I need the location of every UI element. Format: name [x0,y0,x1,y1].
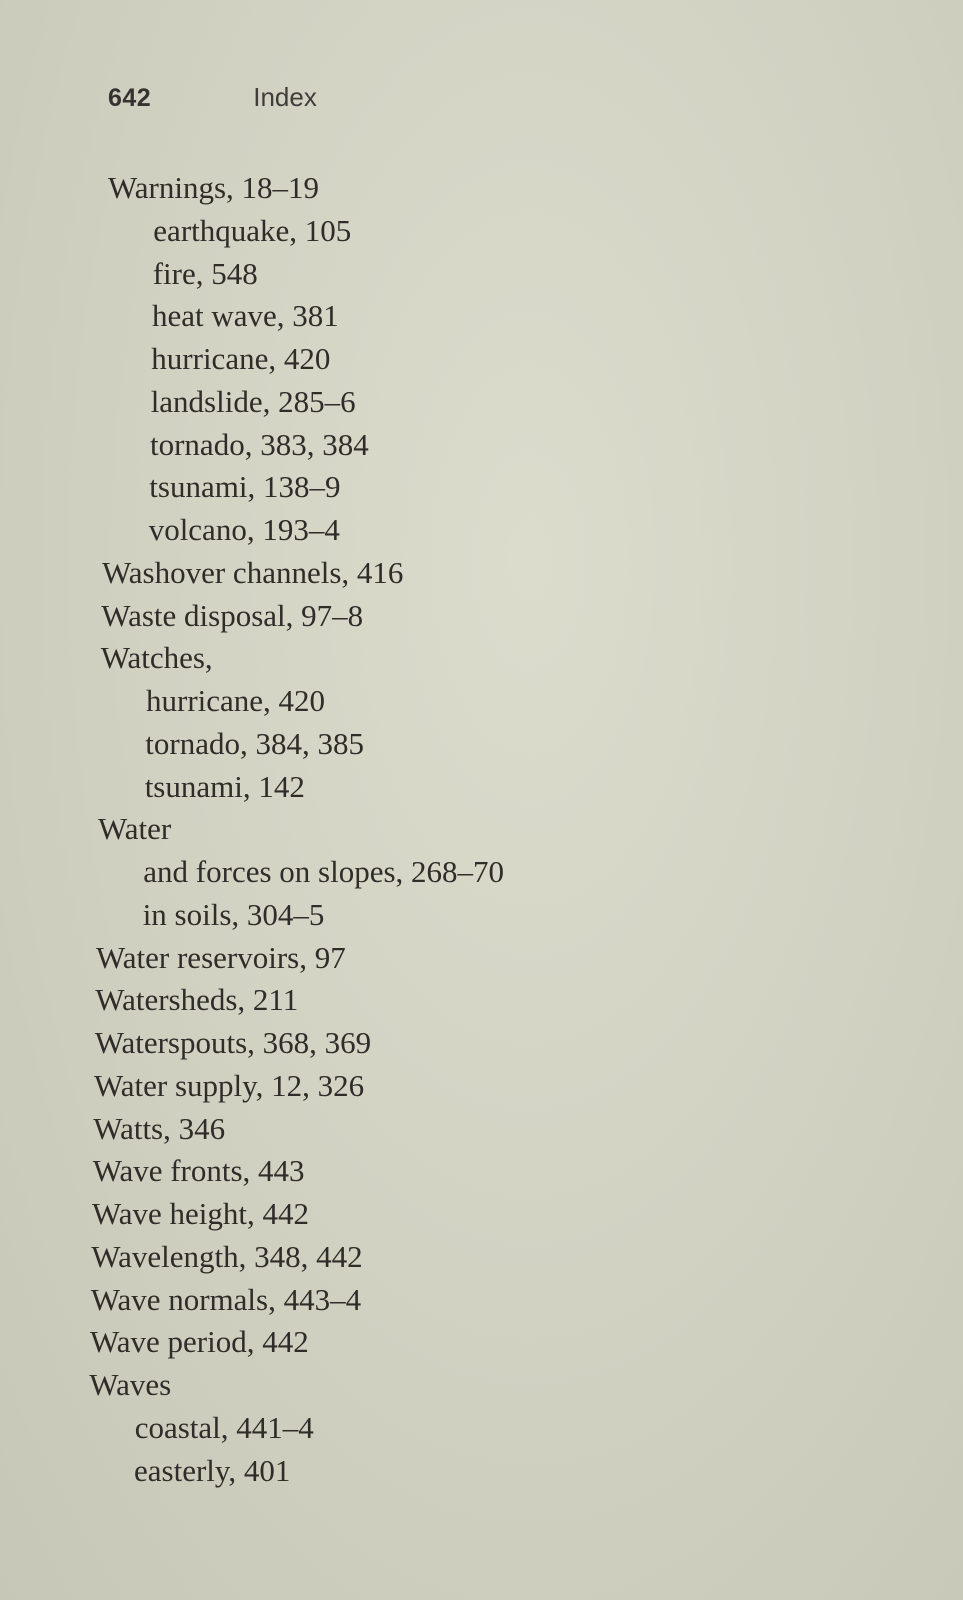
index-subentry: earthquake, 105 [153,212,352,248]
index-subentry: landslide, 285–6 [150,383,356,419]
index-entry: Watts, 346 [93,1110,226,1146]
index-entry: Wave fronts, 443 [92,1153,305,1189]
index-entry: Wave normals, 443–4 [90,1281,362,1317]
index-entry: Waterspouts, 368, 369 [94,1025,372,1060]
index-entry: Water [98,811,172,847]
index-subentry: tsunami, 142 [144,768,305,804]
index-entry: Wave period, 442 [90,1324,309,1360]
index-subentry: tsunami, 138–9 [149,469,341,505]
index-subentry: tornado, 384, 385 [145,725,364,761]
index-subentry: hurricane, 420 [151,341,331,376]
index-subentry: volcano, 193–4 [148,512,340,547]
index-subentry: hurricane, 420 [146,683,326,718]
index-subentry: in soils, 304–5 [142,896,325,932]
index-subentry: coastal, 441–4 [134,1409,314,1445]
running-head-title: Index [253,82,317,112]
index-entry: Wave height, 442 [92,1196,310,1231]
index-entry: Water supply, 12, 326 [94,1067,365,1103]
index-subentry: easterly, 401 [134,1452,291,1488]
index-subentry: and forces on slopes, 268–70 [143,854,505,889]
index-entry: Water reservoirs, 97 [96,939,346,975]
index-subentry: fire, 548 [152,255,258,291]
index-entry: Wavelength, 348, 442 [91,1238,363,1274]
index-subentry: tornado, 383, 384 [150,426,369,462]
index-entry: Washover channels, 416 [102,554,404,590]
index-entry: Watersheds, 211 [95,982,299,1018]
index-entry: Waste disposal, 97–8 [101,597,364,633]
index-entry: Watches, [100,640,213,676]
index-subentry: heat wave, 381 [152,298,339,334]
index-entry: Warnings, 18–19 [108,170,320,205]
index-entry: Waves [89,1367,172,1402]
page-header [108,82,317,118]
page-number: 642 [108,84,152,112]
